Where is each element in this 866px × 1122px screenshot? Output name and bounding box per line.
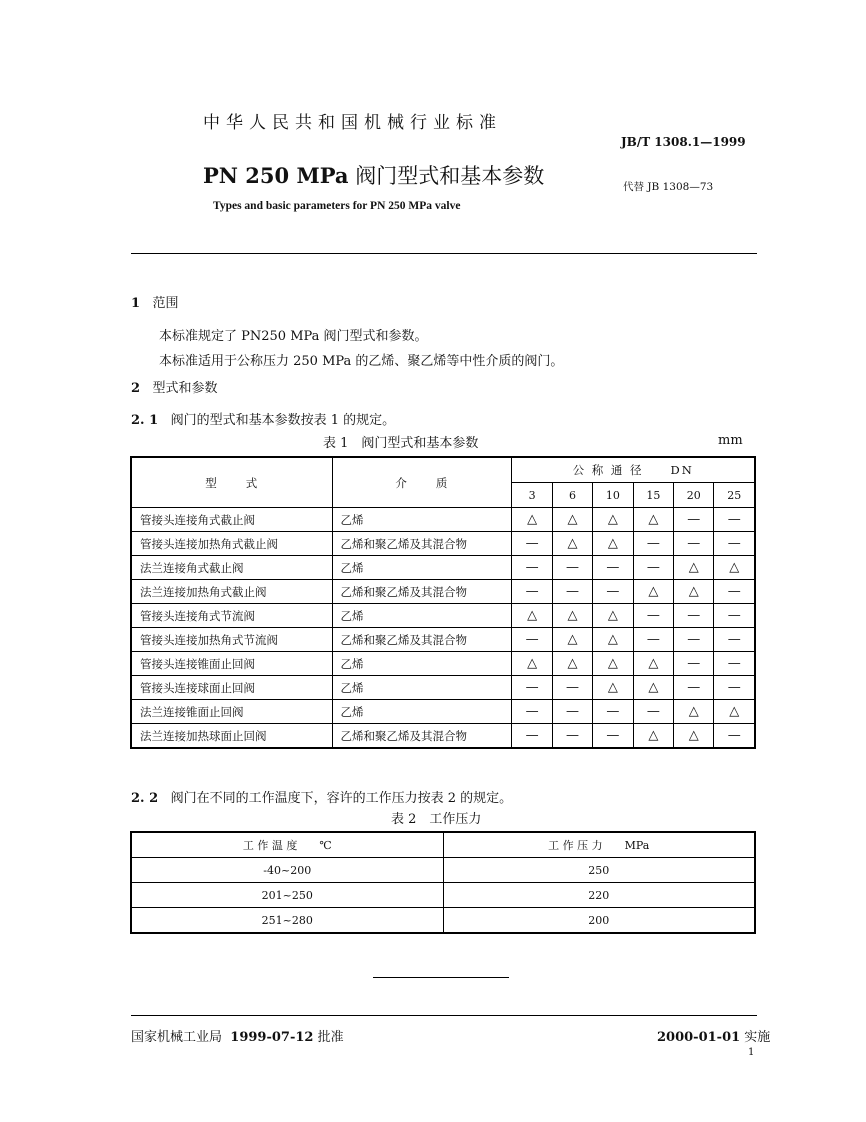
availability-mark: △ — [633, 724, 673, 749]
availability-mark: — — [512, 676, 552, 700]
table-1-caption: 表 1 阀门型式和基本参数 — [323, 436, 479, 451]
medium-cell: 乙烯和聚乙烯及其混合物 — [333, 580, 512, 604]
availability-mark: △ — [593, 652, 633, 676]
availability-mark: — — [674, 676, 714, 700]
availability-mark: — — [512, 532, 552, 556]
paragraph-scope-2: 本标准适用于公称压力 250 MPa 的乙烯、聚乙烯等中性介质的阀门。 — [159, 354, 564, 369]
end-rule — [373, 977, 509, 978]
table-row — [131, 532, 755, 556]
valve-type-cell: 管接头连接球面止回阀 — [131, 676, 333, 700]
availability-mark: △ — [593, 676, 633, 700]
table-valve-types — [130, 456, 756, 749]
section-number: 1 — [131, 296, 141, 311]
table-row — [131, 700, 755, 724]
availability-mark: △ — [633, 676, 673, 700]
section-1-heading — [131, 292, 178, 311]
availability-mark: — — [674, 652, 714, 676]
issuer: 国家机械工业局 — [131, 1030, 223, 1045]
medium-cell: 乙烯 — [333, 604, 512, 628]
availability-mark: △ — [552, 628, 592, 652]
availability-mark: — — [714, 724, 755, 749]
availability-mark: — — [633, 628, 673, 652]
temperature-cell: 201~250 — [131, 883, 443, 908]
pressure-cell: 200 — [443, 908, 755, 934]
availability-mark: △ — [512, 508, 552, 532]
availability-mark: — — [552, 580, 592, 604]
table-1-body — [131, 508, 755, 749]
header-rule — [131, 253, 757, 254]
clause-2-2 — [131, 787, 512, 806]
section-2-heading — [131, 377, 217, 396]
availability-mark: — — [674, 508, 714, 532]
clause-text: 阀门的型式和基本参数按表 1 的规定。 — [170, 413, 396, 428]
availability-mark: — — [714, 508, 755, 532]
medium-cell: 乙烯 — [333, 652, 512, 676]
effective-date: 2000-01-01 — [657, 1030, 741, 1045]
availability-mark: — — [512, 556, 552, 580]
dn-header: 15 — [633, 483, 673, 508]
availability-mark: — — [633, 556, 673, 580]
medium-cell: 乙烯和聚乙烯及其混合物 — [333, 724, 512, 749]
availability-mark: — — [714, 532, 755, 556]
page-number: 1 — [748, 1047, 755, 1058]
availability-mark: — — [593, 580, 633, 604]
availability-mark: — — [552, 724, 592, 749]
header-temperature: 工 作 温 度 ℃ — [131, 832, 443, 858]
pressure-cell: 250 — [443, 858, 755, 883]
dn-header: 25 — [714, 483, 755, 508]
availability-mark: △ — [593, 604, 633, 628]
issuing-org: 中华人民共和国机械行业标准 — [203, 113, 502, 133]
document-title — [203, 160, 544, 190]
valve-type-cell: 管接头连接锥面止回阀 — [131, 652, 333, 676]
table-row — [131, 652, 755, 676]
pressure-cell: 220 — [443, 883, 755, 908]
dn-header: 3 — [512, 483, 552, 508]
approval-line — [131, 1026, 344, 1045]
availability-mark: △ — [512, 652, 552, 676]
header-medium: 介 质 — [333, 457, 512, 508]
availability-mark: — — [674, 604, 714, 628]
table-row — [131, 508, 755, 532]
table-row — [131, 628, 755, 652]
medium-cell: 乙烯 — [333, 676, 512, 700]
availability-mark: △ — [714, 700, 755, 724]
clause-2-1 — [131, 409, 395, 428]
availability-mark: — — [714, 604, 755, 628]
availability-mark: — — [552, 700, 592, 724]
table-2-body — [131, 858, 755, 934]
availability-mark: — — [593, 700, 633, 724]
availability-mark: — — [714, 580, 755, 604]
table-row — [131, 724, 755, 749]
availability-mark: △ — [512, 604, 552, 628]
availability-mark: △ — [593, 628, 633, 652]
temperature-cell: -40~200 — [131, 858, 443, 883]
table-row — [131, 580, 755, 604]
availability-mark: △ — [593, 532, 633, 556]
availability-mark: — — [633, 700, 673, 724]
availability-mark: — — [593, 556, 633, 580]
availability-mark: △ — [674, 556, 714, 580]
medium-cell: 乙烯 — [333, 508, 512, 532]
replaces-note: 代替 JB 1308—73 — [623, 181, 714, 193]
availability-mark: △ — [633, 652, 673, 676]
valve-type-cell: 法兰连接角式截止阀 — [131, 556, 333, 580]
dn-header: 10 — [593, 483, 633, 508]
english-title: Types and basic parameters for PN 250 MPa valve — [213, 200, 461, 212]
dn-header: 20 — [674, 483, 714, 508]
section-number: 2 — [131, 381, 141, 396]
clause-number: 2. 2 — [131, 791, 159, 806]
availability-mark: △ — [633, 508, 673, 532]
clause-number: 2. 1 — [131, 413, 159, 428]
availability-mark: — — [674, 532, 714, 556]
availability-mark: — — [633, 604, 673, 628]
availability-mark: — — [714, 652, 755, 676]
availability-mark: △ — [552, 508, 592, 532]
medium-cell: 乙烯和聚乙烯及其混合物 — [333, 532, 512, 556]
title-cn: 阀门型式和基本参数 — [355, 164, 545, 188]
valve-type-cell: 管接头连接角式截止阀 — [131, 508, 333, 532]
availability-mark: — — [512, 580, 552, 604]
availability-mark: — — [552, 556, 592, 580]
valve-type-cell: 法兰连接锥面止回阀 — [131, 700, 333, 724]
availability-mark: △ — [674, 724, 714, 749]
effective-label: 实施 — [744, 1030, 771, 1045]
approval-label: 批准 — [317, 1030, 344, 1045]
availability-mark: — — [674, 628, 714, 652]
availability-mark: △ — [674, 700, 714, 724]
title-latin: PN 250 MPa — [203, 163, 349, 188]
medium-cell: 乙烯 — [333, 556, 512, 580]
availability-mark: △ — [633, 580, 673, 604]
table-row — [131, 908, 755, 934]
temperature-cell: 251~280 — [131, 908, 443, 934]
valve-type-cell: 法兰连接加热角式截止阀 — [131, 580, 333, 604]
table-row — [131, 604, 755, 628]
approval-date: 1999-07-12 — [230, 1030, 314, 1045]
table-row — [131, 858, 755, 883]
availability-mark: — — [512, 628, 552, 652]
table-row — [131, 676, 755, 700]
table-row — [131, 883, 755, 908]
paragraph-scope-1: 本标准规定了 PN250 MPa 阀门型式和参数。 — [159, 329, 428, 344]
availability-mark: △ — [714, 556, 755, 580]
availability-mark: △ — [593, 508, 633, 532]
clause-text: 阀门在不同的工作温度下，容许的工作压力按表 2 的规定。 — [170, 791, 513, 806]
availability-mark: — — [714, 628, 755, 652]
availability-mark: △ — [552, 532, 592, 556]
availability-mark: △ — [552, 652, 592, 676]
availability-mark: — — [714, 676, 755, 700]
table-2-caption: 表 2 工作压力 — [391, 812, 482, 827]
section-title: 型式和参数 — [152, 381, 218, 396]
valve-type-cell: 管接头连接角式节流阀 — [131, 604, 333, 628]
valve-type-cell: 管接头连接加热角式节流阀 — [131, 628, 333, 652]
availability-mark: — — [512, 724, 552, 749]
table-row — [131, 556, 755, 580]
medium-cell: 乙烯和聚乙烯及其混合物 — [333, 628, 512, 652]
medium-cell: 乙烯 — [333, 700, 512, 724]
table-working-pressure — [130, 831, 756, 934]
availability-mark: — — [552, 676, 592, 700]
valve-type-cell: 管接头连接加热角式截止阀 — [131, 532, 333, 556]
footer-rule — [131, 1015, 757, 1016]
availability-mark: △ — [552, 604, 592, 628]
section-title: 范围 — [152, 296, 179, 311]
effective-line — [657, 1026, 770, 1045]
availability-mark: △ — [674, 580, 714, 604]
dn-header: 6 — [552, 483, 592, 508]
availability-mark: — — [633, 532, 673, 556]
availability-mark: — — [593, 724, 633, 749]
valve-type-cell: 法兰连接加热球面止回阀 — [131, 724, 333, 749]
header-pressure: 工 作 压 力 MPa — [443, 832, 755, 858]
header-type: 型 式 — [131, 457, 333, 508]
header-nominal-diameter: 公 称 通 径 DN — [512, 457, 755, 483]
table-1-unit: mm — [718, 433, 743, 448]
standard-number: JB/T 1308.1—1999 — [621, 135, 746, 149]
availability-mark: — — [512, 700, 552, 724]
